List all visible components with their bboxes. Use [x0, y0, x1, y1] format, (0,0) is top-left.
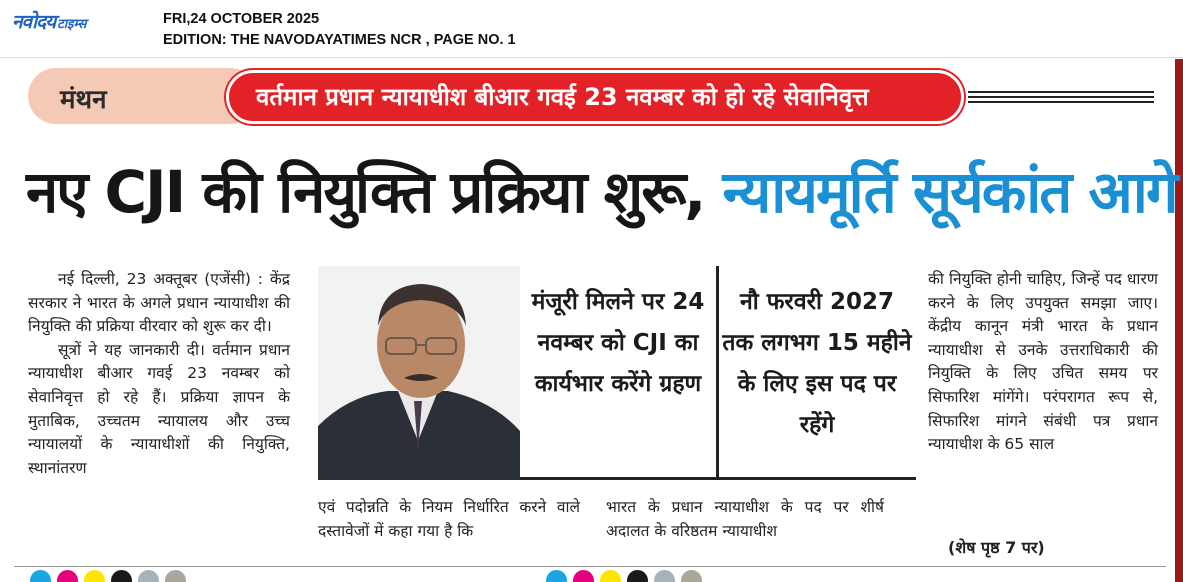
logo-main-text: नवोदय — [12, 11, 56, 33]
registration-dot — [573, 570, 594, 582]
edition-header — [0, 0, 1183, 58]
article-column-1 — [28, 268, 290, 480]
edition-line: EDITION: THE NAVODAYATIMES NCR , PAGE NO. 1 — [163, 32, 516, 48]
headline — [26, 142, 1177, 242]
registration-dot — [57, 570, 78, 582]
continued-link[interactable]: (शेष पृष्ठ 7 पर) — [948, 538, 1045, 557]
bottom-rule — [14, 566, 1166, 567]
column-1-paragraph-1: नई दिल्ली, 23 अक्तूबर (एजेंसी) : केंद्र सरकार ने भारत के अगले प्रधान न्यायाधीश की नियुक्ति की प्रक्रिया वीरवार को शुरू कर दी। — [28, 270, 290, 336]
registration-dot — [681, 570, 702, 582]
deck-text: वर्तमान प्रधान न्यायाधीश बीआर गवई 23 नवम्बर को हो रहे सेवानिवृत्त — [256, 83, 869, 111]
pull-quote-divider — [716, 266, 719, 480]
headline-part-1: नए CJI की नियुक्ति प्रक्रिया शुरू, — [26, 158, 705, 226]
column-1-paragraph-2: सूत्रों ने यह जानकारी दी। वर्तमान प्रधान न्यायाधीश बीआर गवई 23 नवम्बर को सेवानिवृत्त हो रहे हैं। प्रक्रिया ज्ञापन के मुताबिक, उच्चतम न्यायालय और उच्च न्यायालयों के न्यायाधीशों की नियुक्ति, स्थानांतरण — [28, 340, 290, 477]
registration-dot — [138, 570, 159, 582]
date-line: FRI,24 OCTOBER 2025 — [163, 11, 320, 27]
registration-marks-center — [546, 570, 702, 582]
registration-marks-left — [30, 570, 186, 582]
registration-dot — [30, 570, 51, 582]
newspaper-logo[interactable] — [12, 8, 86, 32]
decorative-rules — [968, 91, 1154, 103]
pull-quote-2: नौ फरवरी 2027 तक लगभग 15 महीने के लिए इस पद पर रहेंगे — [722, 289, 912, 438]
registration-dot — [654, 570, 675, 582]
article-column-3: भारत के प्रधान न्यायाधीश के पद पर शीर्ष अदालत के वरिष्ठतम न्यायाधीश — [606, 498, 884, 540]
registration-dot — [84, 570, 105, 582]
article-column-2: एवं पदोन्नति के नियम निर्धारित करने वाले दस्तावेजों में कहा गया है कि — [318, 498, 580, 540]
page-edge-strip — [1175, 59, 1183, 582]
kicker-label: मंथन — [60, 85, 107, 115]
portrait-illustration — [318, 266, 520, 480]
registration-dot — [111, 570, 132, 582]
edition-meta — [163, 9, 516, 51]
logo-sub-text: टाइम्स — [57, 17, 87, 32]
pull-quote-1: मंजूरी मिलने पर 24 नवम्बर को CJI का कार्यभार करेंगे ग्रहण — [531, 289, 705, 397]
registration-dot — [165, 570, 186, 582]
judge-portrait-photo — [318, 266, 520, 480]
registration-dot — [546, 570, 567, 582]
registration-dot — [627, 570, 648, 582]
article-column-4: की नियुक्ति होनी चाहिए, जिन्हें पद धारण करने के लिए उपयुक्त समझा जाए। केंद्रीय कानून मंत्री भारत के प्रधान न्यायाधीश से उनके उत्तराधिकारी की नियुक्ति के लिए उचित समय पर सिफारिश मांगेंगे। परंपरागत रूप से, सिफारिश मांगने संबंधी पत्र प्रधान न्यायाधीश के 65 साल — [928, 270, 1158, 454]
registration-dot — [600, 570, 621, 582]
headline-part-2: न्यायमूर्ति सूर्यकांत आगे — [722, 158, 1177, 226]
